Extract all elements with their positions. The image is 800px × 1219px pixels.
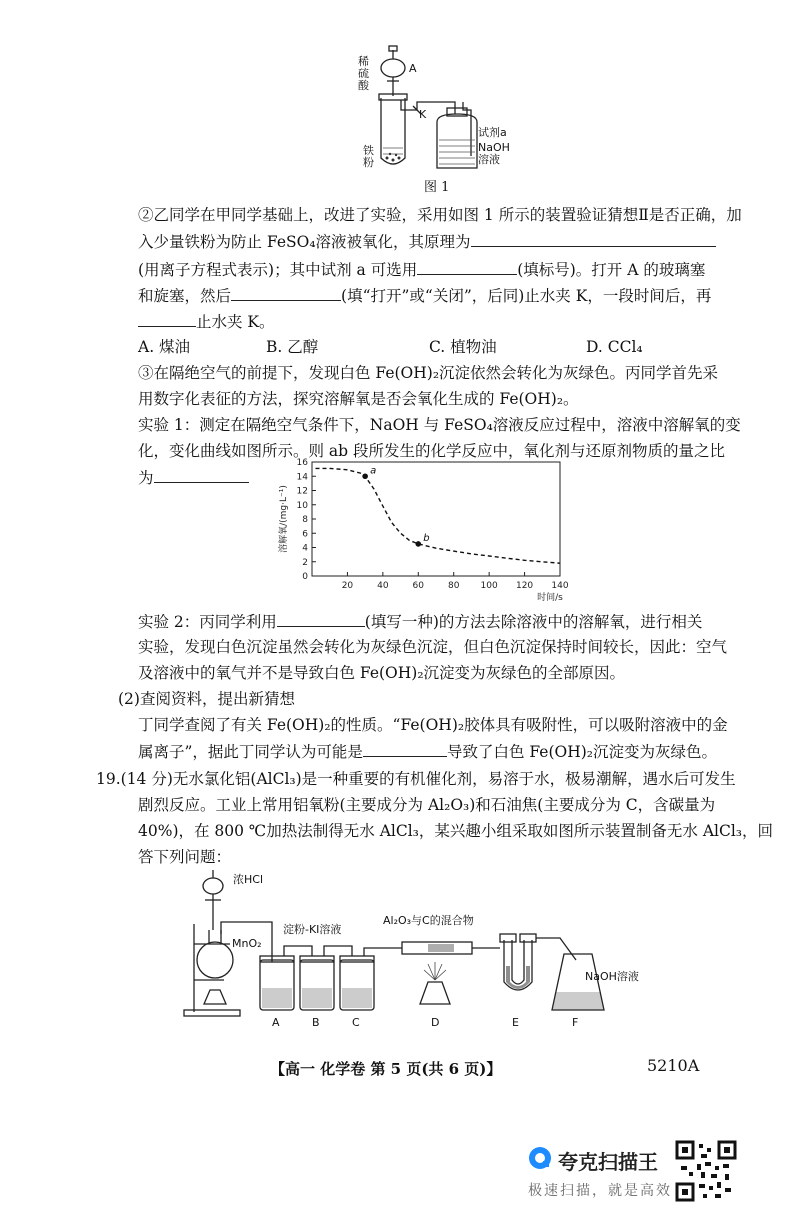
fig1-label-reagent: 试剂a: [478, 126, 507, 139]
q18-p3-line1: ③在隔绝空气的前提下，发现白色 Fe(OH)₂沉淀依然会转化为灰绿色。丙同学首先采: [138, 364, 719, 382]
q18-s2-line2: 属离子”，据此丁同学认为可能是 导致了白色 Fe(OH)₂沉淀变为灰绿色。: [138, 740, 717, 763]
q18-p2-line1: ②乙同学在甲同学基础上，改进了实验，采用如图 1 所示的装置验证猜想Ⅱ是否正确，加: [138, 206, 742, 224]
fig1-caption: 图 1: [424, 180, 450, 195]
q18-p2-line2: 入少量铁粉为防止 FeSO₄溶液被氧化，其原理为: [138, 230, 716, 253]
y-tick-label: 14: [296, 472, 308, 483]
point-b: [415, 541, 421, 547]
q18-exp2-line3: 及溶液中的氧气并不是导致白色 Fe(OH)₂沉淀变为灰绿色的全部原因。: [138, 664, 626, 682]
paper-code: 5210A: [647, 1056, 700, 1075]
fig2-label-ki: 淀粉-KI溶液: [283, 923, 342, 936]
x-tick-label: 60: [412, 581, 425, 591]
fig1-label-iron: 铁粉: [363, 144, 374, 169]
y-tick-label: 2: [302, 557, 308, 568]
q18-p2-line4: 和旋塞，然后 (填“打开”或“关闭”，后同)止水夹 K，一段时间后，再: [138, 284, 711, 307]
q18-exp1-line2: 化，变化曲线如图所示。则 ab 段所发生的化学反应中，氧化剂与还原剂物质的量之比: [138, 442, 726, 460]
q18-s2-line1: 丁同学查阅了有关 Fe(OH)₂的性质。“Fe(OH)₂胶体具有吸附性，可以吸附溶液中的金: [138, 716, 728, 734]
q18-p2-line3: (用离子方程式表示)；其中试剂 a 可选用 (填标号)。打开 A 的玻璃塞: [138, 258, 705, 281]
q18-option-b: B. 乙醇: [266, 338, 319, 356]
fig2-label-f: F: [572, 1016, 579, 1029]
fig2-label-mix: Al₂O₃与C的混合物: [383, 914, 474, 927]
watermark-slogan: 极速扫描，就是高效: [528, 1183, 672, 1199]
y-tick-label: 16: [296, 458, 308, 468]
fig1-label-k: K: [419, 108, 427, 121]
y-tick-label: 10: [296, 500, 308, 511]
q19-line4: 答下列问题：: [138, 848, 232, 866]
x-tick-label: 100: [480, 581, 498, 591]
x-tick-label: 40: [377, 581, 389, 591]
q18-option-c: C. 植物油: [429, 338, 497, 356]
x-axis-label: 时间/s: [537, 593, 563, 603]
y-tick-label: 6: [302, 529, 308, 540]
fig2-label-a: A: [272, 1016, 280, 1029]
fig2-label-mno2: MnO₂: [232, 937, 262, 950]
fig2-label-e: E: [512, 1016, 519, 1029]
fig1-label-acid: 稀硫酸: [358, 55, 369, 92]
page-footer: 【高一 化学卷 第 5 页(共 6 页)】: [270, 1060, 502, 1078]
fig2-label-d: D: [431, 1016, 440, 1029]
q18-exp1-line3: 为: [138, 466, 249, 489]
q18-option-d: D. CCl₄: [586, 338, 643, 356]
fig2-label-hcl: 浓HCl: [233, 873, 264, 886]
x-tick-label: 140: [551, 581, 569, 591]
x-tick-label: 20: [341, 581, 354, 591]
q18-s2-title: (2)查阅资料，提出新猜想: [118, 690, 295, 708]
y-tick-label: 12: [296, 486, 308, 497]
qr-code-icon: [675, 1140, 737, 1202]
q18-p3-line2: 用数字化表征的方法，探究溶解氧是否会氧化生成的 Fe(OH)₂。: [138, 390, 579, 408]
fig2-label-naoh: NaOH溶液: [585, 970, 639, 983]
chart-plot-frame: [312, 462, 560, 576]
fig1-label-a: A: [409, 62, 417, 75]
x-tick-label: 120: [515, 581, 534, 591]
y-tick-label: 4: [302, 543, 308, 554]
dissolved-oxygen-chart: [270, 452, 580, 604]
q19-line2: 剧烈反应。工业上常用铝氧粉(主要成分为 Al₂O₃)和石油焦(主要成分为 C，含碳量为: [138, 796, 716, 814]
y-tick-label: 0: [302, 572, 308, 582]
fig2-label-c: C: [352, 1016, 360, 1029]
q18-p2-line5: 止水夹 K。: [138, 310, 275, 333]
q18-exp2-line1: 实验 2：丙同学利用 (填写一种)的方法去除溶液中的溶解氧，进行相关: [138, 610, 702, 633]
fig1-label-naoh: NaOH溶液: [478, 141, 510, 166]
x-tick-label: 80: [447, 581, 460, 591]
q18-option-a: A. 煤油: [138, 338, 191, 356]
point-a: [362, 473, 368, 479]
quark-logo-icon: [527, 1145, 553, 1171]
q19-line1: 19.(14 分)无水氯化铝(AlCl₃)是一种重要的有机催化剂，易溶于水，极易潮解，遇水后可发生: [96, 770, 736, 788]
figure-2-apparatus: [180, 864, 640, 1036]
point-label-b: b: [423, 532, 430, 544]
q18-exp2-line2: 实验，发现白色沉淀虽然会转化为灰绿色沉淀，但白色沉淀保持时间较长，因此：空气: [138, 638, 728, 656]
y-tick-label: 8: [302, 515, 308, 525]
y-axis-label: 溶解氧/(mg·L⁻¹): [279, 485, 289, 553]
q19-line3: 40%)，在 800 ℃加热法制得无水 AlCl₃，某兴趣小组采取如图所示装置制备无水 AlCl₃，回: [138, 822, 773, 840]
watermark-brand: 夸克扫描王: [558, 1150, 658, 1174]
point-label-a: a: [370, 465, 377, 477]
q18-exp1-line1: 实验 1：测定在隔绝空气条件下，NaOH 与 FeSO₄溶液反应过程中，溶液中溶解氧的变: [138, 416, 741, 434]
oxygen-curve: [316, 468, 561, 563]
fig2-label-b: B: [312, 1016, 320, 1029]
